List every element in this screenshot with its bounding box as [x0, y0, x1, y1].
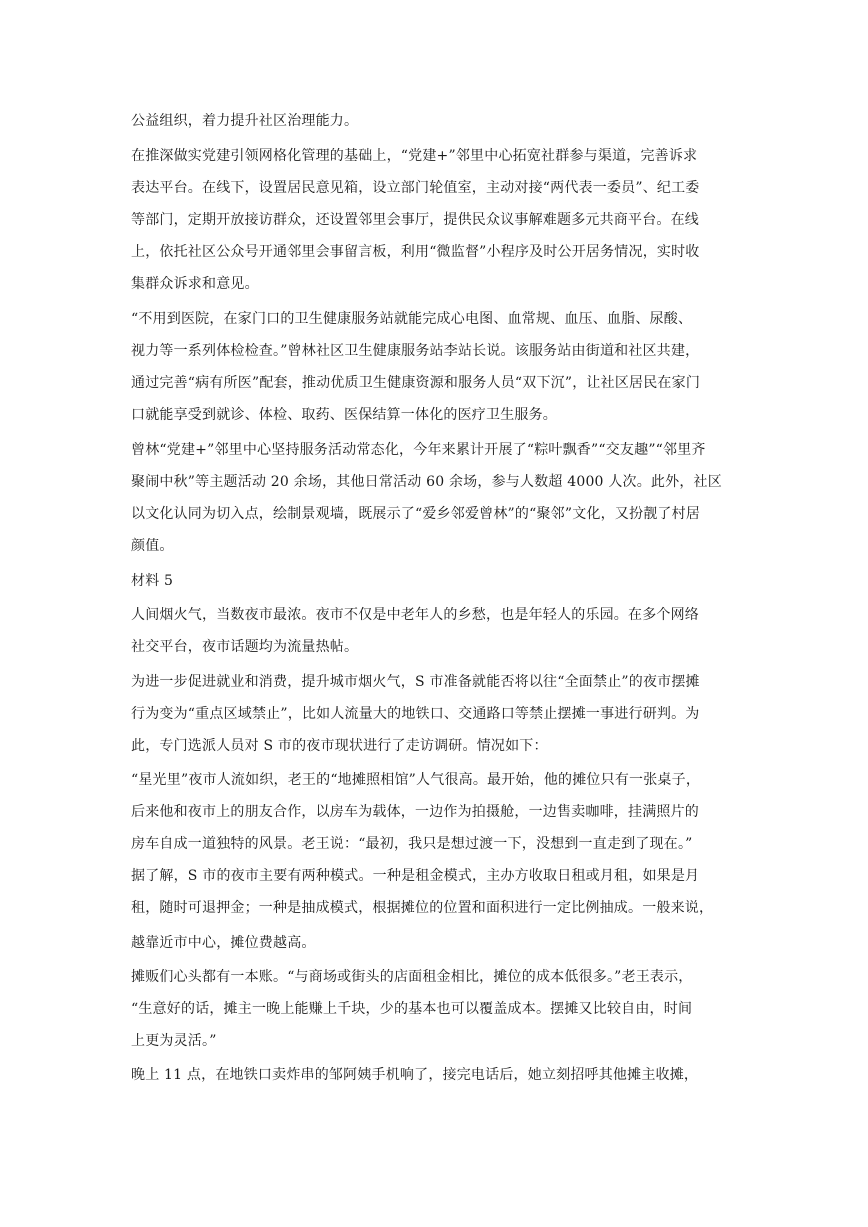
text-line: 通过完善“病有所医”配套，推动优质卫生健康资源和服务人员“双下沉”，让社区居民在家门 — [131, 375, 701, 391]
text-line: 曾林“党建+”邻里中心坚持服务活动常态化，今年来累计开展了“粽叶飘香”“交友趣”“邻里齐 — [131, 442, 706, 458]
text-line: 据了解，S 市的夜市主要有两种模式。一种是租金模式，主办方收取日租或月租，如果是月 — [131, 868, 700, 884]
text-line: 聚闹中秋”等主题活动 20 余场，其他日常活动 60 余场，参与人数超 4000 人次。此外，社区 — [131, 474, 722, 490]
text-line: 在推深做实党建引领网格化管理的基础上，“党建+”邻里中心拓宽社群参与渠道，完善诉求 — [131, 148, 698, 164]
text-line: “不用到医院，在家门口的卫生健康服务站就能完成心电图、血常规、血压、血脂、尿酸、 — [131, 311, 693, 327]
text-line: 口就能享受到就诊、体检、取药、医保结算一体化的医疗卫生服务。 — [131, 407, 557, 423]
text-line: “生意好的话，摊主一晚上能赚上千块，少的基本也可以覆盖成本。摆摊又比较自由，时间 — [131, 1001, 693, 1017]
text-line: 房车自成一道独特的风景。老王说：“最初，我只是想过渡一下，没想到一直走到了现在。” — [131, 836, 693, 852]
text-line: 集群众诉求和意见。 — [131, 276, 259, 292]
text-line: 后来他和夜市上的朋友合作，以房车为载体，一边作为拍摄舱，一边售卖咖啡，挂满照片的 — [131, 804, 699, 820]
text-line: 上更为灵活。” — [131, 1033, 217, 1049]
text-line: 行为变为“重点区域禁止”，比如人流量大的地铁口、交通路口等禁止摆摊一事进行研判。为 — [131, 706, 700, 722]
text-line: 公益组织，着力提升社区治理能力。 — [131, 113, 359, 129]
text-line: 租，随时可退押金；一种是抽成模式，根据摊位的位置和面积进行一定比例抽成。一般来说， — [131, 900, 714, 916]
text-line: 颜值。 — [131, 538, 174, 554]
text-line: 上，依托社区公众号开通邻里会事留言板，利用“微监督”小程序及时公开居务情况，实时收 — [131, 244, 700, 260]
text-line: 社交平台，夜市话题均为流量热帖。 — [131, 639, 359, 655]
text-line: “星光里”夜市人流如织，老王的“地摊照相馆”人气很高。最开始，他的摊位只有一张桌子， — [131, 772, 701, 788]
text-line: 等部门，定期开放接访群众，还设置邻里会事厅，提供民众议事解难题多元共商平台。在线 — [131, 212, 699, 228]
text-line: 以文化认同为切入点，绘制景观墙，既展示了“爱乡邻爱曾林”的“聚邻”文化，又扮靓了村居 — [131, 506, 701, 522]
section-heading: 材料 5 — [131, 573, 174, 589]
text-line: 越靠近市中心，摊位费越高。 — [131, 935, 316, 951]
text-line: 此，专门选派人员对 S 市的夜市现状进行了走访调研。情况如下： — [131, 738, 548, 754]
text-line: 人间烟火气，当数夜市最浓。夜市不仅是中老年人的乡愁，也是年轻人的乐园。在多个网络 — [131, 607, 699, 623]
text-line: 视力等一系列体检检查。”曾林社区卫生健康服务站李站长说。该服务站由街道和社区共建， — [131, 343, 700, 359]
text-line: 表达平台。在线下，设置居民意见箱，设立部门轮值室，主动对接“两代表一委员”、纪工委 — [131, 180, 700, 196]
text-line: 摊贩们心头都有一本账。“与商场或街头的店面租金相比，摊位的成本低很多。”老王表示， — [131, 969, 693, 985]
text-line: 为进一步促进就业和消费，提升城市烟火气，S 市准备就能否将以往“全面禁止”的夜市摆摊 — [131, 674, 700, 690]
text-line: 晚上 11 点，在地铁口卖炸串的邹阿姨手机响了，接完电话后，她立刻招呼其他摊主收摊， — [131, 1067, 699, 1083]
